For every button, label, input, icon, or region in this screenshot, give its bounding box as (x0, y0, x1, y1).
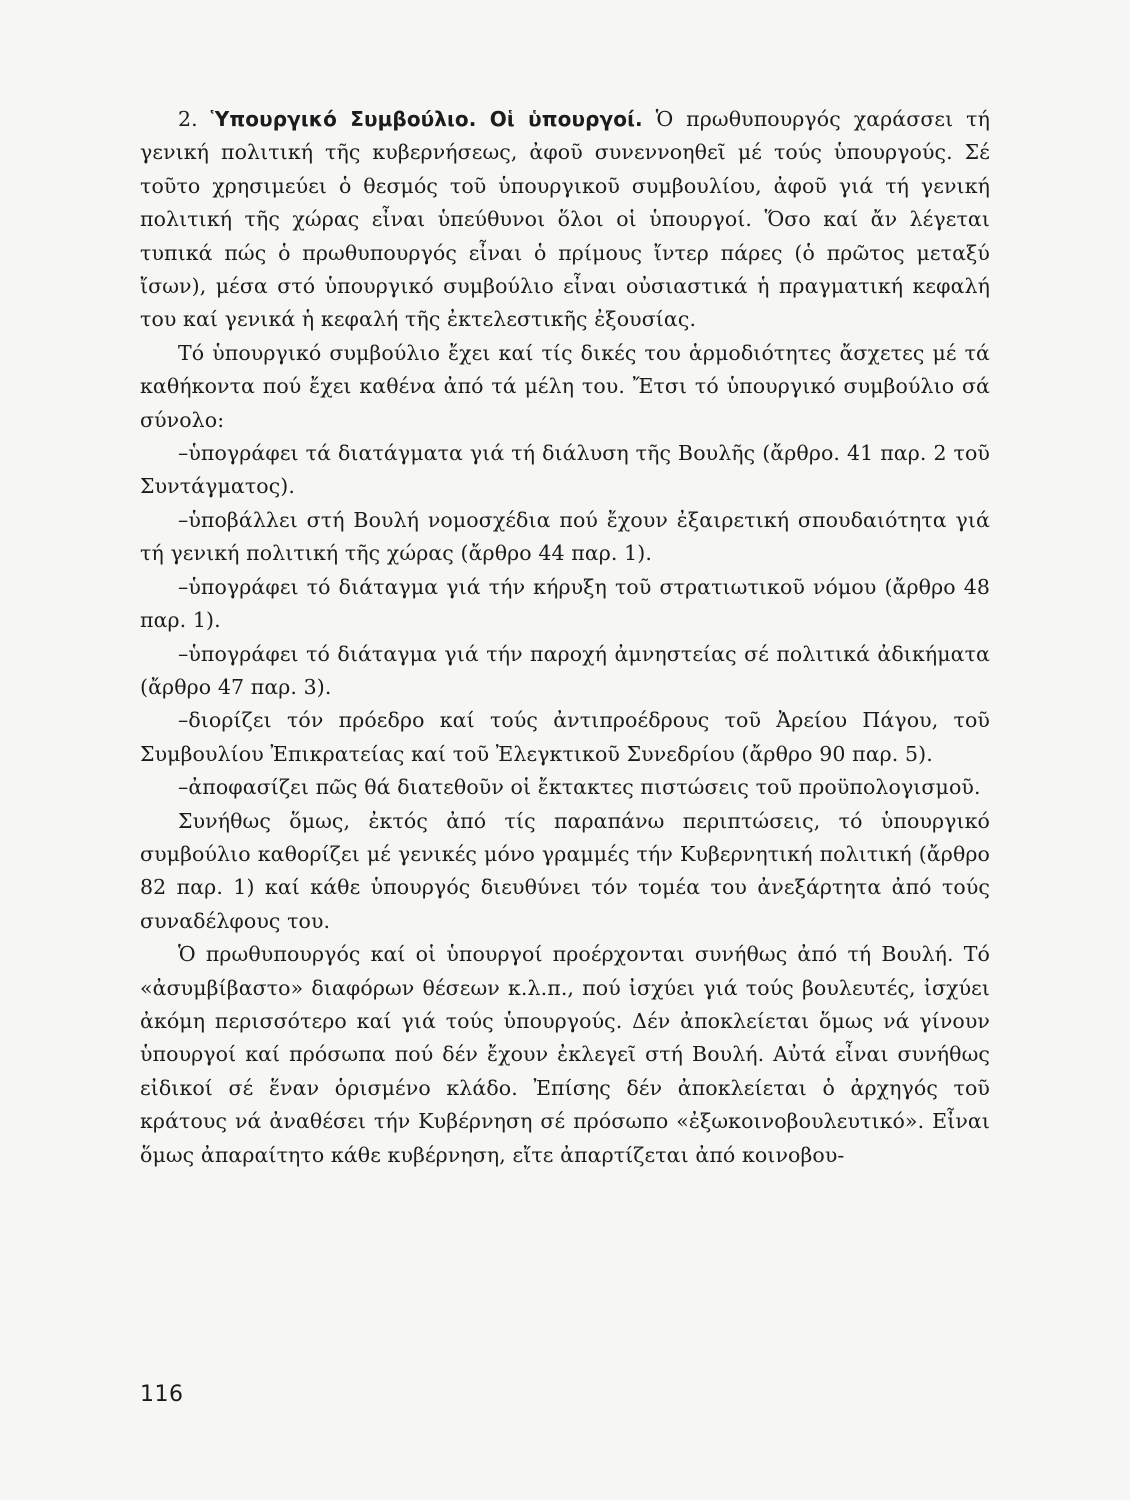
ministers-origin-paragraph: Ὁ πρωθυπουργός καί οἱ ὑπουργοί προέρχονται συνήθως ἀπό τή Βουλή. Τό «ἀσυμβίβαστο» διαφόρων θέσεων κ.λ.π., πού ἰσχύει γιά τούς βουλευτές, ἰσχύει ἀκόμη περισσότερο καί γιά τούς ὑπουργούς. Δέν ἀποκλείεται ὅμως νά γίνουν ὑπουργοί καί πρόσωπα πού δέν ἔχουν ἐκλεγεῖ στή Βουλή. Αὐτά εἶναι συνήθως εἰδικοί σέ ἕναν ὁρισμένο κλάδο. Ἐπίσης δέν ἀποκλείεται ὁ ἀρχηγός τοῦ κράτους νά ἀναθέσει τήν Κυβέρνηση σέ πρόσωπο «ἐξωκοινοβουλευτικό». Εἶναι ὅμως ἀπαραίτητο κάθε κυβέρνηση, εἴτε ἀπαρτίζεται ἀπό κοινοβου- (140, 942, 990, 1167)
competence-item: –ὑπογράφει τό διάταγμα γιά τήν παροχή ἀμνηστείας σέ πολιτικά ἀδικήματα (ἄρθρο 47 παρ. 3). (140, 641, 990, 699)
page-body (140, 103, 990, 1172)
competence-item: –ὑπογράφει τά διατάγματα γιά τή διάλυση τῆς Βουλῆς (ἄρθρο. 41 παρ. 2 τοῦ Συντάγματος). (140, 441, 990, 499)
section-heading: Ὑπουργικό Συμβούλιο. Οἱ ὑπουργοί. (210, 107, 643, 131)
page-number: 116 (140, 1382, 184, 1407)
competence-item: –ὑπογράφει τό διάταγμα γιά τήν κήρυξη τοῦ στρατιωτικοῦ νόμου (ἄρθρο 48 παρ. 1). (140, 574, 990, 633)
general-policy-paragraph: Συνήθως ὅμως, ἐκτός ἀπό τίς παραπάνω περιπτώσεις, τό ὑπουργικό συμβούλιο καθορίζει μέ γενικές μόνο γραμμές τήν Κυβερνητική πολιτική (ἄρθρο 82 παρ. 1) καί κάθε ὑπουργός διευθύνει τόν τομέα του ἀνεξάρτητα ἀπό τούς συναδέλφους του. (140, 808, 990, 933)
competences-intro-paragraph: Τό ὑπουργικό συμβούλιο ἔχει καί τίς δικές του ἁρμοδιότητες ἄσχετες μέ τά καθήκοντα πού ἔχει καθένα ἀπό τά μέλη του. Ἔτσι τό ὑπουργικό συμβούλιο σά σύνολο: (140, 340, 990, 432)
section-intro-paragraph (140, 103, 990, 337)
competence-item: –διορίζει τόν πρόεδρο καί τούς ἀντιπροέδρους τοῦ Ἀρείου Πάγου, τοῦ Συμβουλίου Ἐπικρατείας καί τοῦ Ἐλεγκτικοῦ Συνεδρίου (ἄρθρο 90 παρ. 5). (140, 708, 990, 766)
section-number: 2. (178, 107, 198, 131)
section-intro-text: Ὁ πρωθυπουργός χαράσσει τή γενική πολιτική τῆς κυβερνήσεως, ἀφοῦ συνεννοηθεῖ μέ τούς ὑπουργούς. Σέ τοῦτο χρησιμεύει ὁ θεσμός τοῦ ὑπουργικοῦ συμβουλίου, ἀφοῦ γιά τή γενική πολιτική τῆς χώρας εἶναι ὑπεύθυνοι ὅλοι οἱ ὑπουργοί. Ὅσο καί ἄν λέγεται τυπικά πώς ὁ πρωθυπουργός εἶναι ὁ πρίμους ἴντερ πάρες (ὁ πρῶτος μεταξύ ἴσων), μέσα στό ὑπουργικό συμβούλιο εἶναι οὐσιαστικά ἡ πραγματική κεφαλή του καί γενικά ἡ κεφαλή τῆς ἐκτελεστικῆς ἐξουσίας. (140, 107, 990, 332)
competence-item: –ὑποβάλλει στή Βουλή νομοσχέδια πού ἔχουν ἐξαιρετική σπουδαιότητα γιά τή γενική πολιτική τῆς χώρας (ἄρθρο 44 παρ. 1). (140, 507, 990, 566)
competence-item: –ἀποφασίζει πῶς θά διατεθοῦν οἱ ἔκτακτες πιστώσεις τοῦ προϋπολογισμοῦ. (178, 775, 981, 800)
